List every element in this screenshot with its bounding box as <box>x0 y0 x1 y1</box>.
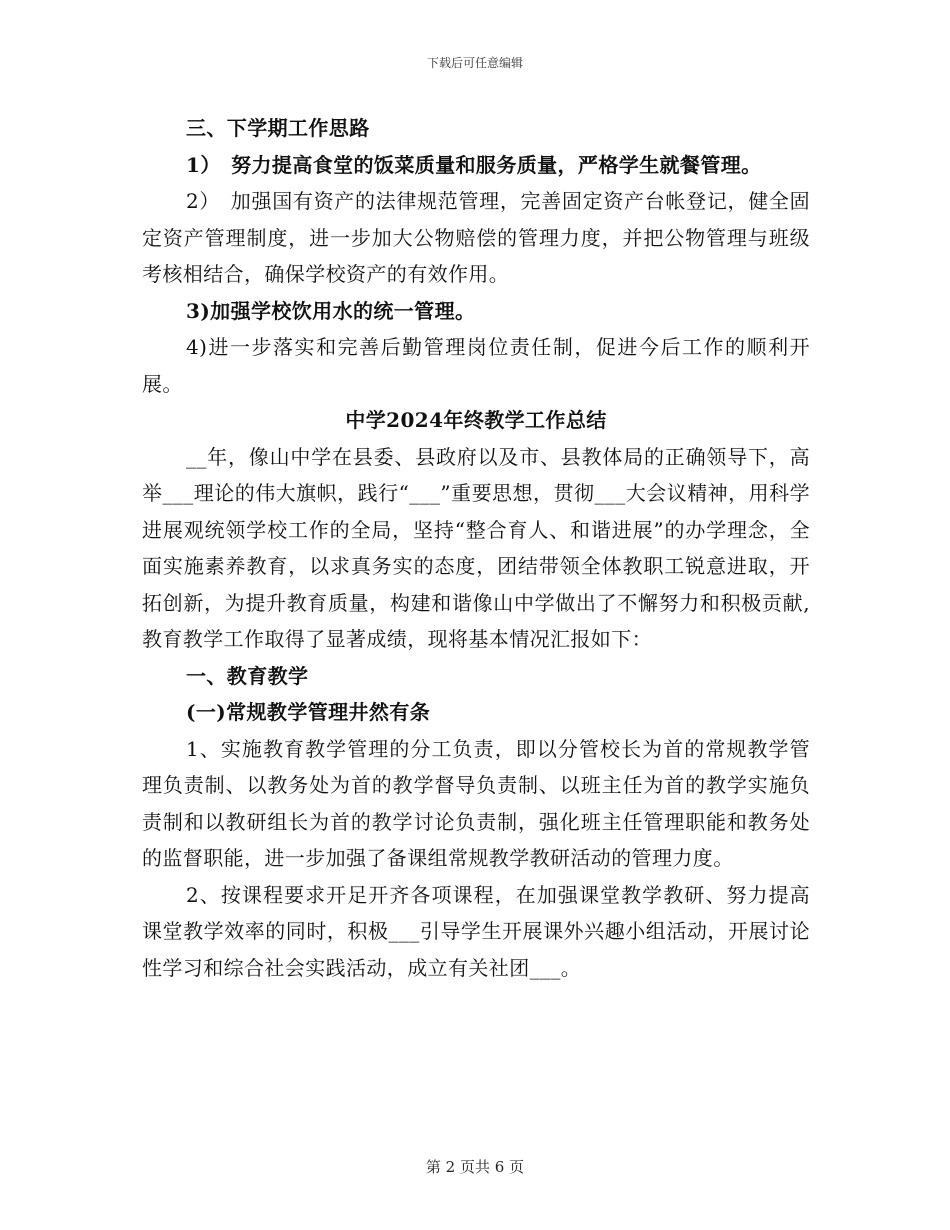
list-item-2: 2） 加强国有资产的法律规范管理，完善固定资产台帐登记，健全固定资产管理制度，进一步加大公物赔偿的管理力度，并把公物管理与班级考核相结合，确保学校资产的有效作用。 <box>142 189 810 286</box>
section-heading-3: 三、下学期工作思路 <box>186 116 370 140</box>
page-footer: 第 2 页共 6 页 <box>425 1158 525 1176</box>
body-paragraph-2: 2、按课程要求开足开齐各项课程，在加强课堂教学教研、努力提高课堂教学效率的同时，积极___引导学生开展课外兴趣小组活动，开展讨论性学习和综合社会实践活动，成立有关社团___。 <box>142 882 810 980</box>
body-paragraph-1: 1、实施教育教学管理的分工负责，即以分管校长为首的常规教学管理负责制、以教务处为首的教学督导负责制、以班主任为首的教学实施负责制和以教研组长为首的教学讨论负责制，强化班主任管理职能和教务处的监督职能，进一步加强了备课组常规教学教研活动的管理力度。 <box>142 736 810 870</box>
document-body <box>142 110 810 986</box>
list-item-4: 4)进一步落实和完善后勤管理岗位责任制，促进今后工作的顺利开展。 <box>142 335 810 396</box>
list-item-3: 3)加强学校饮用水的统一管理。 <box>186 298 476 323</box>
list-item-1: 1） 努力提高食堂的饭菜质量和服务质量，严格学生就餐管理。 <box>186 152 762 177</box>
document-title: 中学2024年终教学工作总结 <box>345 408 607 432</box>
page-header: 下载后可任意编辑 <box>426 56 523 70</box>
section-heading-1: 一、教育教学 <box>186 663 309 688</box>
intro-paragraph: __年，像山中学在县委、县政府以及市、县教体局的正确领导下，高举___理论的伟大旗帜，践行“___”重要思想，贯彻___大会议精神，用科学进展观统领学校工作的全局，坚持“整合育人、和谐进展”的办学理念，全面实施素养教育，以求真务实的态度，团结带领全体教职工锐意进取，开拓创新，为提升教育质量，构建和谐像山中学做出了不懈努力和积极贡献,教育教学工作取得了显著成绩，现将基本情况汇报如下： <box>142 444 810 651</box>
subsection-heading-1: (一)常规教学管理井然有条 <box>186 700 431 724</box>
